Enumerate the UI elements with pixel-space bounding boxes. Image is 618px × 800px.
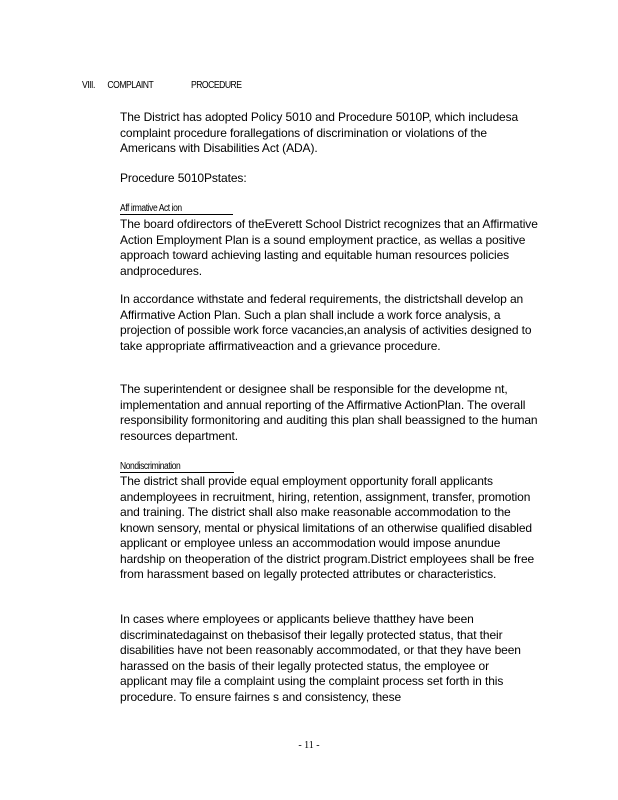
section-heading [82,79,242,91]
nondiscrimination-underline [120,472,234,473]
section-title-word2: PROCEDURE [190,79,242,91]
nondiscrimination-paragraph-1: The district shall provide equal employment opportunity forall applicants andemployees in recruitment, hiring, retention, assignment, transfer, promotion and training. The district shall also make reasonable accommodation to the known sensory, mental or physical limitations of an otherwise qualified disabled applicant or employee unless an accommodation would impose anundue hardship on theoperation of the district program.District employees shall be free from harassment based on legally protected attributes or characteristics. [120,474,535,581]
section-number: VIII. [82,79,95,91]
affirmative-action-underline [120,214,233,215]
section-title-word1: COMPLAINT [107,79,154,91]
affirmative-action-paragraph-1: The board ofdirectors of theEverett School District recognizes that an Affirmative Action Employment Plan is a sound employment practice, as wellas a positive approach toward achieving lasting and equitable human resources policies andprocedures. [120,217,538,278]
procedure-states-line: Procedure 5010Pstates: [120,171,247,185]
nondiscrimination-heading: Nondiscrimination [120,461,181,472]
nondiscrimination-paragraph-2: In cases where employees or applicants believe thatthey have been discriminatedagainst on thebasisof their legally protected status, that their disabilities have not been reasonably accommodated, or that they have been harassed on the basis of their legally protected status, the employee or applicant may file a complaint using the complaint process set forth in this procedure. To ensure fairnes s and consistency, these [120,612,521,704]
intro-paragraph: The District has adopted Policy 5010 and Procedure 5010P, which includesa complaint procedure forallegations of discrimination or violations of the Americans with Disabilities Act (ADA). [120,110,519,155]
affirmative-action-paragraph-3: The superintendent or designee shall be responsible for the developme nt, implementation and annual reporting of the Affirmative ActionPlan. The overall responsibility formonitoring and auditing this plan shall beassigned to the human resources department. [120,382,538,443]
page-number: - 11 - [298,740,320,751]
affirmative-action-heading: Aff irmative Act ion [120,203,182,214]
affirmative-action-paragraph-2: In accordance withstate and federal requirements, the districtshall develop an Affirmative Action Plan. Such a plan shall include a work force analysis, a projection of possible work force vacancies,an analysis of activities designed to take appropriate affirmativeaction and a grievance procedure. [120,292,532,353]
